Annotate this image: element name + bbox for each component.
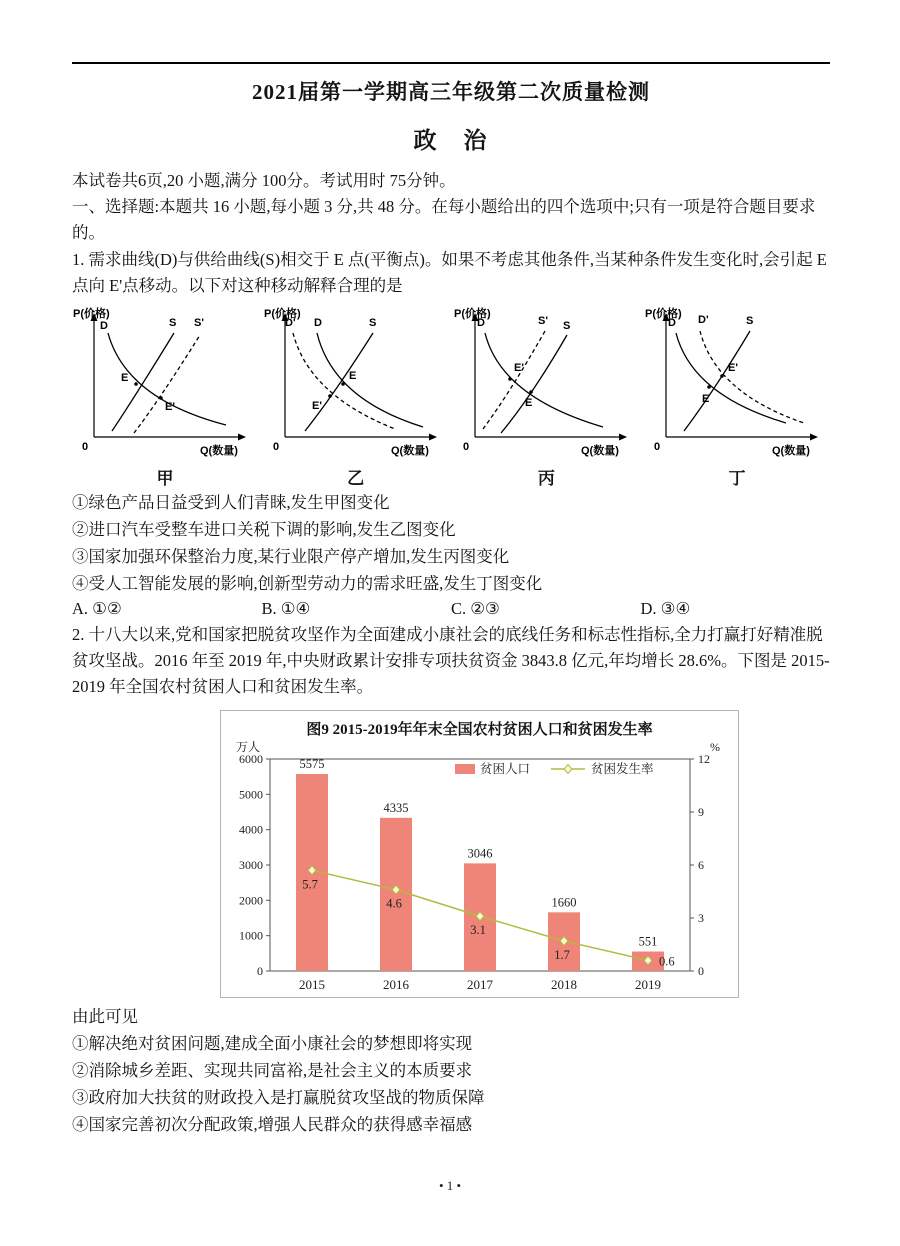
graph-bing-svg bbox=[453, 307, 639, 462]
demand-label: D bbox=[313, 317, 322, 329]
left-tick-label: 5000 bbox=[239, 787, 263, 802]
choice-d: D. ③④ bbox=[640, 599, 691, 618]
q-axis-label: Q(数量) bbox=[581, 445, 620, 457]
supply-label: S bbox=[368, 317, 376, 329]
supply-demand-graph-ding bbox=[644, 307, 830, 489]
right-tick-label: 6 bbox=[698, 858, 704, 872]
demand-curve bbox=[676, 333, 786, 423]
option-line: ①解决绝对贫困问题,建成全面小康社会的梦想即将实现 bbox=[72, 1034, 473, 1053]
supply-curve-shifted bbox=[483, 331, 545, 429]
equilibrium-label: E bbox=[121, 372, 129, 384]
header-rule bbox=[72, 62, 830, 64]
choice-a: A. ①② bbox=[72, 599, 122, 618]
left-tick-label: 2000 bbox=[239, 893, 263, 908]
supply-label: S bbox=[563, 320, 571, 332]
quantity-axis-arrow-icon bbox=[429, 434, 437, 441]
right-axis-unit: % bbox=[710, 740, 720, 754]
option-line: ②消除城乡差距、实现共同富裕,是社会主义的本质要求 bbox=[72, 1061, 473, 1080]
question-1-choices bbox=[72, 599, 830, 619]
q-axis-label: Q(数量) bbox=[200, 445, 238, 457]
new-equilibrium-point bbox=[509, 377, 513, 381]
left-tick-label: 3000 bbox=[239, 858, 263, 872]
left-tick-label: 0 bbox=[257, 964, 263, 978]
demand-shifted-label: D' bbox=[284, 317, 296, 329]
left-tick-label: 1000 bbox=[239, 928, 263, 943]
option-line: ④国家完善初次分配政策,增强人民群众的获得感幸福感 bbox=[72, 1115, 473, 1134]
right-tick-label: 3 bbox=[698, 911, 704, 925]
supply-shifted-label: S' bbox=[194, 317, 204, 329]
choice-c: C. ②③ bbox=[451, 599, 500, 618]
p-axis-label: P(价格) bbox=[454, 308, 491, 320]
equilibrium-label: E bbox=[701, 393, 710, 405]
new-equilibrium-label: E' bbox=[311, 400, 322, 412]
left-tick-label: 6000 bbox=[239, 752, 263, 766]
option-line: ③政府加大扶贫的财政投入是打赢脱贫攻坚战的物质保障 bbox=[72, 1088, 485, 1107]
option-line: ①绿色产品日益受到人们青睐,发生甲图变化 bbox=[72, 493, 390, 512]
bar-value-label: 5575 bbox=[299, 757, 325, 772]
poverty-chart-figure bbox=[220, 710, 739, 998]
left-tick-label: 4000 bbox=[239, 822, 263, 837]
x-axis-label: 2019 bbox=[635, 977, 661, 992]
origin-label: 0 bbox=[82, 441, 89, 453]
question-2-text: 2. 十八大以来,党和国家把脱贫攻坚作为全面建成小康社会的底线任务和标志性指标,全力打赢打好精准脱贫攻坚战。2016 年至 2019 年,中央财政累计安排专项扶贫资金 3843.8 亿元,年均增长 28.6%。下图是 2015-2019 年全国农村贫困人口和贫困发生率。 bbox=[72, 625, 830, 696]
chart-title: 图9 2015-2019年年末全国农村贫困人口和贫困发生率 bbox=[306, 722, 653, 738]
rate-value-label: 4.6 bbox=[386, 896, 402, 911]
exam-info: 本试卷共6页,20 小题,满分 100分。考试用时 75分钟。 bbox=[72, 171, 456, 190]
new-equilibrium-label: E' bbox=[514, 362, 525, 374]
choice-b: B. ①④ bbox=[261, 599, 311, 618]
supply-demand-graph-jia bbox=[72, 307, 258, 489]
q-axis-label: Q(数量) bbox=[771, 445, 810, 457]
rate-value-label: 5.7 bbox=[302, 877, 318, 892]
origin-label: 0 bbox=[463, 441, 470, 453]
legend-line-label: 贫困发生率 bbox=[591, 762, 654, 776]
exam-title: 2021届第一学期高三年级第二次质量检测 bbox=[252, 80, 650, 104]
new-equilibrium-label: E' bbox=[727, 362, 738, 374]
demand-curve bbox=[485, 333, 603, 427]
option-line: ②进口汽车受整车进口关税下调的影响,发生乙图变化 bbox=[72, 520, 456, 539]
supply-demand-graphs bbox=[72, 307, 830, 489]
legend-marker-icon bbox=[564, 765, 572, 774]
quantity-axis-arrow-icon bbox=[238, 434, 246, 441]
graph-ding-svg bbox=[644, 307, 830, 462]
demand-curve bbox=[317, 333, 423, 427]
p-axis-label: P(价格) bbox=[263, 308, 301, 320]
right-tick-label: 0 bbox=[698, 964, 704, 978]
page-number: • 1 • bbox=[438, 1178, 462, 1193]
graph-yi-svg bbox=[263, 307, 449, 462]
new-equilibrium-point bbox=[159, 396, 163, 400]
equilibrium-point bbox=[530, 390, 534, 394]
graph-caption: 甲 bbox=[156, 469, 174, 488]
bar-value-label: 551 bbox=[638, 934, 658, 949]
supply-label: S bbox=[745, 315, 754, 327]
rate-value-label: 1.7 bbox=[554, 947, 570, 962]
supply-curve bbox=[684, 331, 750, 431]
rate-value-label: 3.1 bbox=[470, 923, 486, 938]
new-equilibrium-point bbox=[328, 394, 332, 398]
question-1-options bbox=[72, 489, 830, 597]
supply-demand-graph-bing bbox=[453, 307, 639, 489]
demand-label: D bbox=[477, 317, 486, 329]
equilibrium-point bbox=[341, 382, 345, 386]
graph-caption: 乙 bbox=[347, 469, 365, 488]
right-tick-label: 12 bbox=[698, 752, 710, 766]
left-axis-unit: 万人 bbox=[236, 740, 261, 754]
supply-curve-shifted bbox=[134, 335, 200, 433]
demand-curve-shifted bbox=[700, 331, 804, 423]
demand-label: D bbox=[667, 317, 676, 329]
quantity-axis-arrow-icon bbox=[810, 434, 818, 441]
right-tick-label: 9 bbox=[698, 805, 704, 819]
origin-label: 0 bbox=[653, 441, 661, 453]
equilibrium-point bbox=[707, 385, 711, 389]
equilibrium-point bbox=[134, 382, 138, 386]
demand-label: D bbox=[100, 320, 108, 332]
quantity-axis-arrow-icon bbox=[619, 434, 627, 441]
legend-bar-label: 贫困人口 bbox=[480, 762, 531, 776]
poverty-chart bbox=[222, 739, 739, 995]
x-axis-label: 2017 bbox=[467, 977, 493, 992]
origin-label: 0 bbox=[272, 441, 279, 453]
option-line: ③国家加强环保整治力度,某行业限产停产增加,发生丙图变化 bbox=[72, 547, 510, 566]
question-1-text: 1. 需求曲线(D)与供给曲线(S)相交于 E 点(平衡点)。如果不考虑其他条件,当某种条件发生变化时,会引起 E 点向 E'点移动。以下对这种移动解释合理的是 bbox=[72, 250, 827, 295]
p-axis-label: P(价格) bbox=[644, 308, 682, 320]
x-axis-label: 2016 bbox=[383, 977, 409, 992]
question-2-options bbox=[72, 1030, 830, 1138]
q-axis-label: Q(数量) bbox=[390, 445, 429, 457]
rate-value-label: 0.6 bbox=[659, 954, 675, 969]
bar-value-label: 3046 bbox=[467, 846, 493, 861]
conclusion-intro: 由此可见 bbox=[72, 1007, 138, 1026]
x-axis-label: 2015 bbox=[299, 977, 325, 992]
graph-jia-svg bbox=[72, 307, 258, 462]
option-line: ④受人工智能发展的影响,创新型劳动力的需求旺盛,发生丁图变化 bbox=[72, 574, 543, 593]
supply-curve bbox=[305, 333, 373, 431]
supply-label: S bbox=[169, 317, 177, 329]
new-equilibrium-label: E' bbox=[165, 401, 175, 413]
new-equilibrium-point bbox=[720, 374, 724, 378]
subject-title: 政 治 bbox=[413, 128, 489, 153]
graph-caption: 丁 bbox=[728, 469, 746, 488]
x-axis-label: 2018 bbox=[551, 977, 577, 992]
equilibrium-label: E bbox=[348, 370, 356, 382]
bar-value-label: 1660 bbox=[551, 895, 577, 910]
supply-shifted-label: S' bbox=[538, 315, 549, 327]
supply-demand-graph-yi bbox=[263, 307, 449, 489]
section-heading: 一、选择题:本题共 16 小题,每小题 3 分,共 48 分。在每小题给出的四个选项中;只有一项是符合题目要求的。 bbox=[72, 197, 816, 242]
bar-value-label: 4335 bbox=[383, 800, 409, 815]
graph-caption: 丙 bbox=[537, 469, 555, 488]
p-axis-label: P(价格) bbox=[73, 308, 110, 320]
legend-bar-swatch-icon bbox=[455, 764, 475, 774]
demand-shifted-label: D' bbox=[697, 314, 709, 326]
equilibrium-label: E bbox=[525, 397, 533, 409]
demand-curve-shifted bbox=[293, 333, 395, 429]
